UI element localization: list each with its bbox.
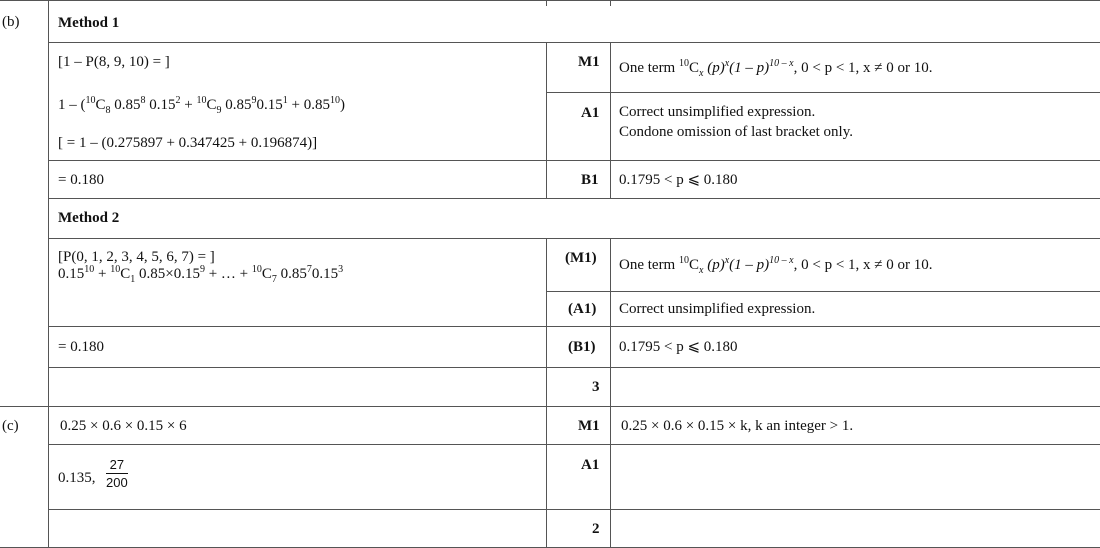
grid-line bbox=[48, 198, 1100, 199]
grid-line bbox=[546, 42, 547, 198]
method-1-answer: = 0.180 bbox=[58, 172, 104, 188]
grid-line bbox=[546, 92, 1100, 93]
part-c-working: 0.25 × 0.6 × 0.15 × 6 bbox=[60, 418, 187, 434]
guidance-a1-line-2: Condone omission of last bracket only. bbox=[619, 124, 853, 140]
fraction-numerator: 27 bbox=[106, 457, 128, 474]
grid-line bbox=[48, 238, 1100, 239]
grid-line bbox=[610, 238, 611, 548]
mark-m1-c: M1 bbox=[578, 418, 600, 434]
grid-line bbox=[546, 0, 547, 6]
guidance-m1-alt: One term $^{10}C_x$ $(p)^x(1 - p)^{10 - x}$, 0 < p < 1, x ≠ 0 or 10. bbox=[619, 255, 933, 276]
fraction-denominator: 200 bbox=[106, 475, 128, 490]
grid-line bbox=[48, 509, 1100, 510]
grid-line bbox=[48, 444, 1100, 445]
part-label-c: (c) bbox=[2, 418, 19, 434]
mark-total-c: 2 bbox=[592, 521, 600, 537]
part-c-answer: 0.135, bbox=[58, 470, 96, 486]
method-1-line-2: $1 - (^{10}C_8$ 0.85$^8$ $0.15^2 + ^{10}C_9$ $0.85^90.15^1 + 0.85^{10}$) bbox=[58, 95, 345, 116]
method-1-heading: Method 1 bbox=[58, 15, 120, 31]
grid-line bbox=[546, 291, 1100, 292]
guidance-m1-c: 0.25 × 0.6 × 0.15 × k, k an integer > 1. bbox=[621, 418, 854, 434]
method-1-line-3: [ = 1 – (0.275897 + 0.347425 + 0.196874)] bbox=[58, 135, 318, 151]
mark-total-b: 3 bbox=[592, 379, 600, 395]
grid-line bbox=[546, 238, 547, 548]
guidance-b1: 0.1795 < p ⩽ 0.180 bbox=[619, 172, 738, 188]
method-2-heading: Method 2 bbox=[58, 210, 120, 226]
grid-line bbox=[48, 367, 1100, 368]
grid-line bbox=[48, 0, 49, 548]
grid-line bbox=[610, 0, 611, 6]
part-label-b: (b) bbox=[2, 14, 20, 30]
mark-b1: B1 bbox=[581, 172, 599, 188]
method-2-line-2: $0.15^{10} + ^{10}C_1$ $0.85\times 0.15^9$ + … + $^{10}C_7$ 0.85$^7$0.15$^3$ bbox=[58, 264, 344, 285]
method-2-line-1: [P(0, 1, 2, 3, 4, 5, 6, 7) = ] bbox=[58, 249, 215, 265]
method-2-answer: = 0.180 bbox=[58, 339, 104, 355]
guidance-a1-alt: Correct unsimplified expression. bbox=[619, 301, 816, 317]
grid-line bbox=[48, 42, 1100, 43]
mark-m1-alt: (M1) bbox=[565, 250, 597, 266]
guidance-a1-line-1: Correct unsimplified expression. bbox=[619, 104, 816, 120]
guidance-m1: One term $^{10}C_x$ $(p)^x(1 - p)^{10 - x}$, 0 < p < 1, x ≠ 0 or 10. bbox=[619, 58, 933, 79]
grid-line bbox=[48, 326, 1100, 327]
mark-a1-c: A1 bbox=[581, 457, 600, 473]
mark-b1-alt: (B1) bbox=[568, 339, 596, 355]
grid-line bbox=[610, 42, 611, 198]
grid-line bbox=[0, 406, 1100, 407]
grid-line bbox=[0, 0, 1100, 1]
mark-a1-alt: (A1) bbox=[568, 301, 597, 317]
guidance-b1-alt: 0.1795 < p ⩽ 0.180 bbox=[619, 339, 738, 355]
part-c-fraction bbox=[106, 457, 128, 491]
method-1-line-1: [1 – P(8, 9, 10) = ] bbox=[58, 54, 170, 70]
grid-line bbox=[48, 160, 1100, 161]
mark-a1: A1 bbox=[581, 105, 600, 121]
mark-m1: M1 bbox=[578, 54, 600, 70]
